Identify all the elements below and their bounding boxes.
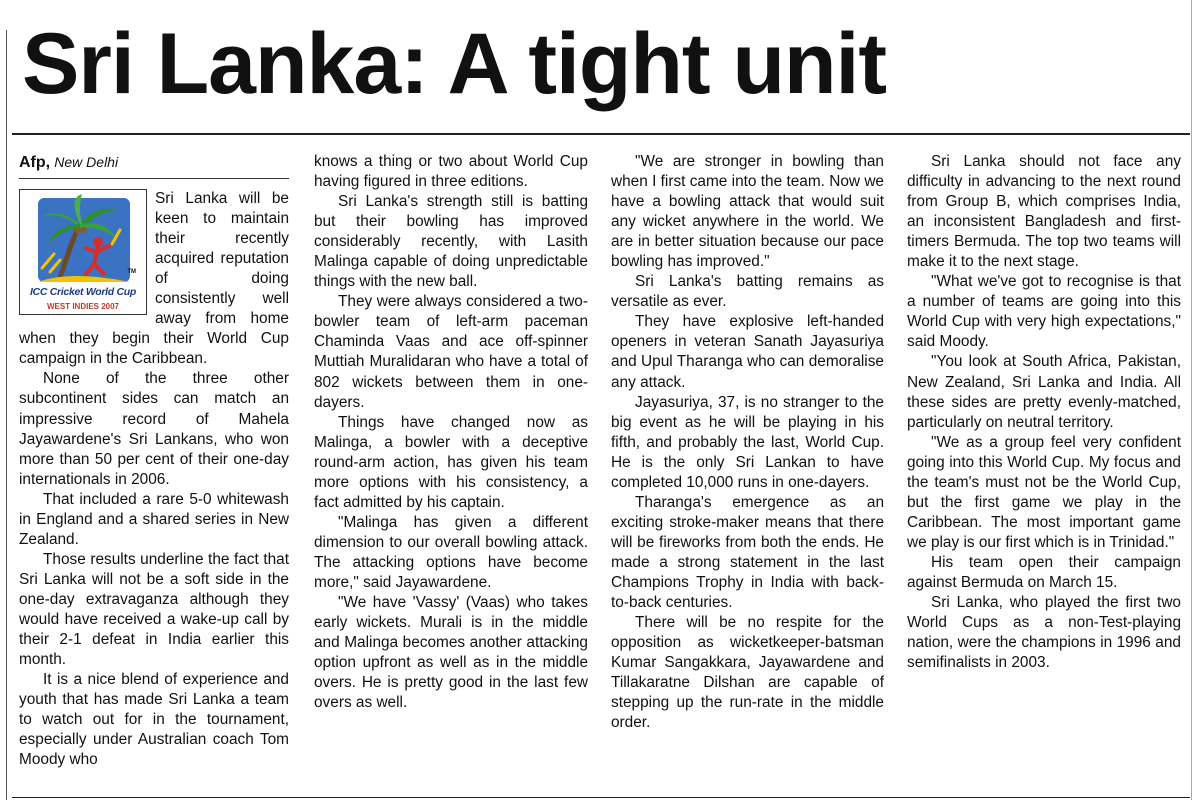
- paragraph: They have explosive left-handed openers in veteran Sanath Jayasuriya and Upul Tharanga who can demoralise any attack.: [611, 313, 884, 391]
- dateline-rule: [19, 178, 289, 179]
- article-column-1: [19, 152, 289, 770]
- paragraph: Sri Lanka, who played the first two World Cups as a non-Test-playing nation, were the champions in 1996 and semifinalists in 2003.: [907, 594, 1181, 672]
- paragraph: There will be no respite for the opposition as wicketkeeper-batsman Kumar Sangakkara, Jayawardene and Tillakaratne Dilshan are capable of stepping up the run-rate in the middle order.: [611, 614, 884, 732]
- paragraph: Jayasuriya, 37, is no stranger to the big event as he will be playing in his fifth, and probably the last, World Cup. He is the only Sri Lankan to have completed 10,000 runs in one-dayers.: [611, 393, 884, 491]
- logo-title: ICC Cricket World Cup: [29, 286, 137, 298]
- left-column-rule: [6, 30, 7, 800]
- dateline-place: New Delhi: [54, 154, 119, 170]
- paragraph: Things have changed now as Malinga, a bowler with a deceptive round-arm action, has given his team more options with his consistency, a fact admitted by his captain.: [314, 413, 588, 511]
- paragraph: "We are stronger in bowling than when I first came into the team. Now we have a bowling attack that would suit any wicket anywhere in the world. We are in better situation because our pace bowling has improved.": [611, 153, 884, 271]
- headline-rule: [12, 133, 1190, 135]
- paragraph: It is a nice blend of experience and youth that has made Sri Lanka a team to watch out for in the tournament, especially under Australian coach Tom Moody who: [19, 671, 289, 769]
- paragraph: Those results underline the fact that Sri Lanka will not be a soft side in the one-day extravaganza although they would have received a wake-up call by their 2-1 defeat in India earlier this month.: [19, 550, 289, 669]
- world-cup-logo: [19, 189, 147, 315]
- paragraph: Sri Lanka should not face any difficulty in advancing to the next round from Group B, which comprises India, an inconsistent Bangladesh and first-timers Bermuda. The top two teams will make it to the next stage.: [907, 153, 1181, 271]
- footer-rule: [12, 797, 1190, 798]
- paragraph: knows a thing or two about World Cup having figured in three editions.: [314, 153, 588, 191]
- dateline: [19, 152, 289, 173]
- paragraph: "We have 'Vassy' (Vaas) who takes early wickets. Murali is in the middle and Malinga becomes another attacking option upfront as well as in the middle overs. He is pretty good in the last few overs as well.: [314, 594, 588, 712]
- article-column-3: [611, 152, 884, 733]
- paragraph: Sri Lanka will be keen to maintain their recently acquired reputation of doing consistently well away from home when they begin their World Cup campaign in the Caribbean.: [19, 190, 289, 368]
- paragraph: Tharanga's emergence as an exciting stroke-maker means that there will be fireworks from both the ends. He made a strong statement in the last Champions Trophy in India with back-to-back centuries.: [611, 493, 884, 612]
- article-column-4: [907, 152, 1181, 673]
- paragraph: "We as a group feel very confident going into this World Cup. My focus and the team's must not be the World Cup, but the first game we play in the Caribbean. The most important game we play is our first which is in Trinidad.": [907, 433, 1181, 551]
- logo-subtitle: WEST INDIES 2007: [46, 302, 120, 311]
- news-agency: Afp,: [19, 154, 51, 171]
- paragraph: His team open their campaign against Bermuda on March 15.: [907, 553, 1181, 591]
- paragraph: "Malinga has given a different dimension to our overall bowling attack. The attacking options have become more," said Jayawardene.: [314, 513, 588, 591]
- paragraph: "What we've got to recognise is that a number of teams are going into this World Cup with very high expectations," said Moody.: [907, 273, 1181, 351]
- headline: Sri Lanka: A tight unit: [22, 16, 887, 112]
- right-edge-rule: [1191, 0, 1192, 800]
- paragraph: Sri Lanka's batting remains as versatile as ever.: [611, 273, 884, 311]
- trademark-mark: TM: [127, 269, 136, 275]
- paragraph: None of the three other subcontinent sides can match an impressive record of Mahela Jayawardene's Sri Lankans, who won more than 50 per cent of their one-day internationals in 2006.: [19, 370, 289, 488]
- paragraph: They were always considered a two-bowler team of left-arm paceman Chaminda Vaas and ace off-spinner Muttiah Muralidaran who have a total of 802 wickets between them in one-dayers.: [314, 293, 588, 411]
- paragraph: That included a rare 5-0 whitewash in England and a shared series in New Zealand.: [19, 490, 289, 548]
- paragraph: "You look at South Africa, Pakistan, New Zealand, Sri Lanka and India. All these sides are pretty evenly-matched, particularly on neutral territory.: [907, 353, 1181, 431]
- paragraph: Sri Lanka's strength still is batting but their bowling has improved considerably recently, with Lasith Malinga capable of doing unpredictable things with the new ball.: [314, 193, 588, 291]
- article-column-2: [314, 152, 588, 713]
